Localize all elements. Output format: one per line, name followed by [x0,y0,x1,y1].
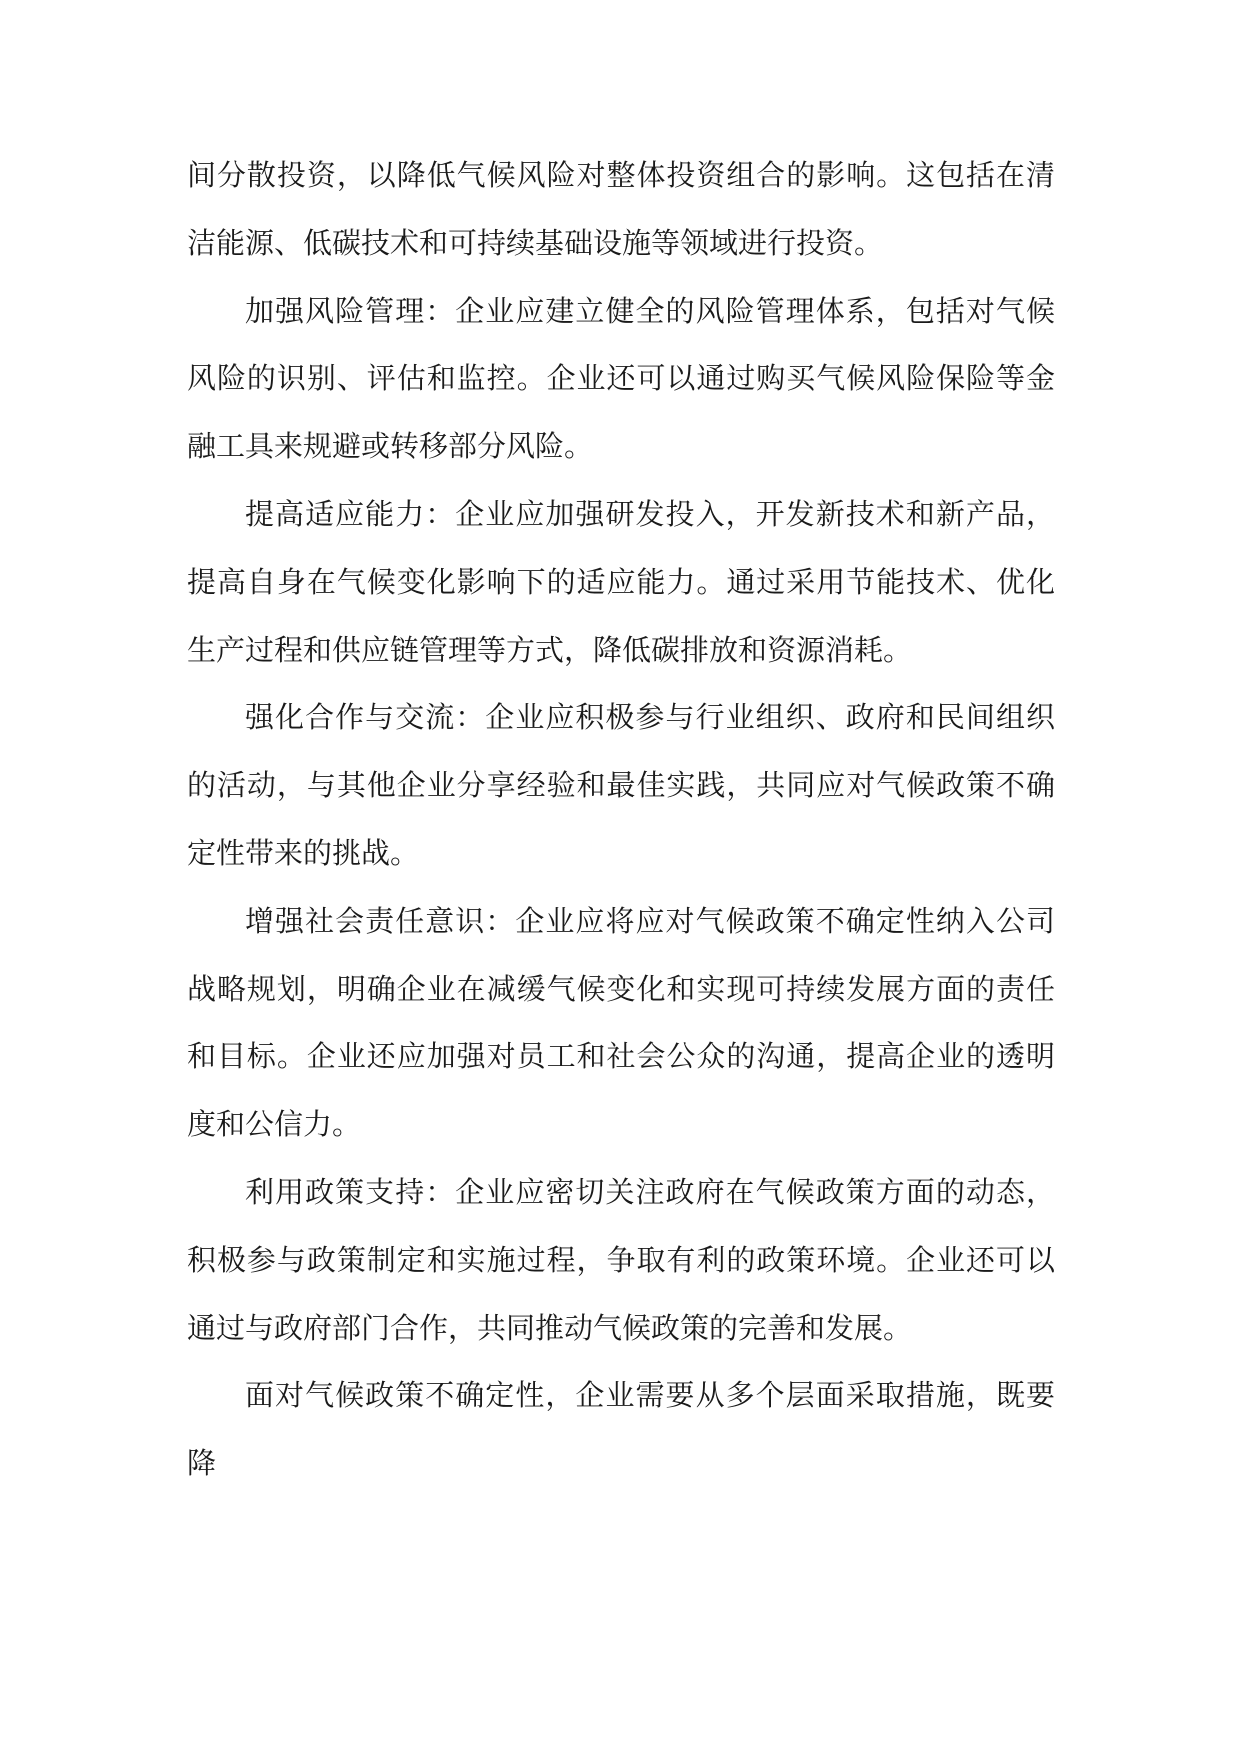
paragraph-adaptive-capacity: 提高适应能力：企业应加强研发投入，开发新技术和新产品，提高自身在气候变化影响下的适应能力。通过采用节能技术、优化生产过程和供应链管理等方式，降低碳排放和资源消耗。 [187,496,1055,667]
paragraph-risk-management: 加强风险管理：企业应建立健全的风险管理体系，包括对气候风险的识别、评估和监控。企业还可以通过购买气候风险保险等金融工具来规避或转移部分风险。 [187,293,1055,464]
paragraph-policy-support: 利用政策支持：企业应密切关注政府在气候政策方面的动态，积极参与政策制定和实施过程，争取有利的政策环境。企业还可以通过与政府部门合作，共同推动气候政策的完善和发展。 [187,1174,1055,1345]
paragraph-conclusion: 面对气候政策不确定性，企业需要从多个层面采取措施，既要降 [187,1378,1055,1481]
paragraph-continuation-diversified-investment: 间分散投资，以降低气候风险对整体投资组合的影响。这包括在清洁能源、低碳技术和可持续基础设施等领域进行投资。 [187,158,1055,260]
paragraph-cooperation-exchange: 强化合作与交流：企业应积极参与行业组织、政府和民间组织的活动，与其他企业分享经验和最佳实践，共同应对气候政策不确定性带来的挑战。 [187,700,1055,870]
paragraph-social-responsibility: 增强社会责任意识：企业应将应对气候政策不确定性纳入公司战略规划，明确企业在减缓气候变化和实现可持续发展方面的责任和目标。企业还应加强对员工和社会公众的沟通，提高企业的透明度和公信力。 [187,903,1055,1142]
document-body [187,142,1055,1498]
